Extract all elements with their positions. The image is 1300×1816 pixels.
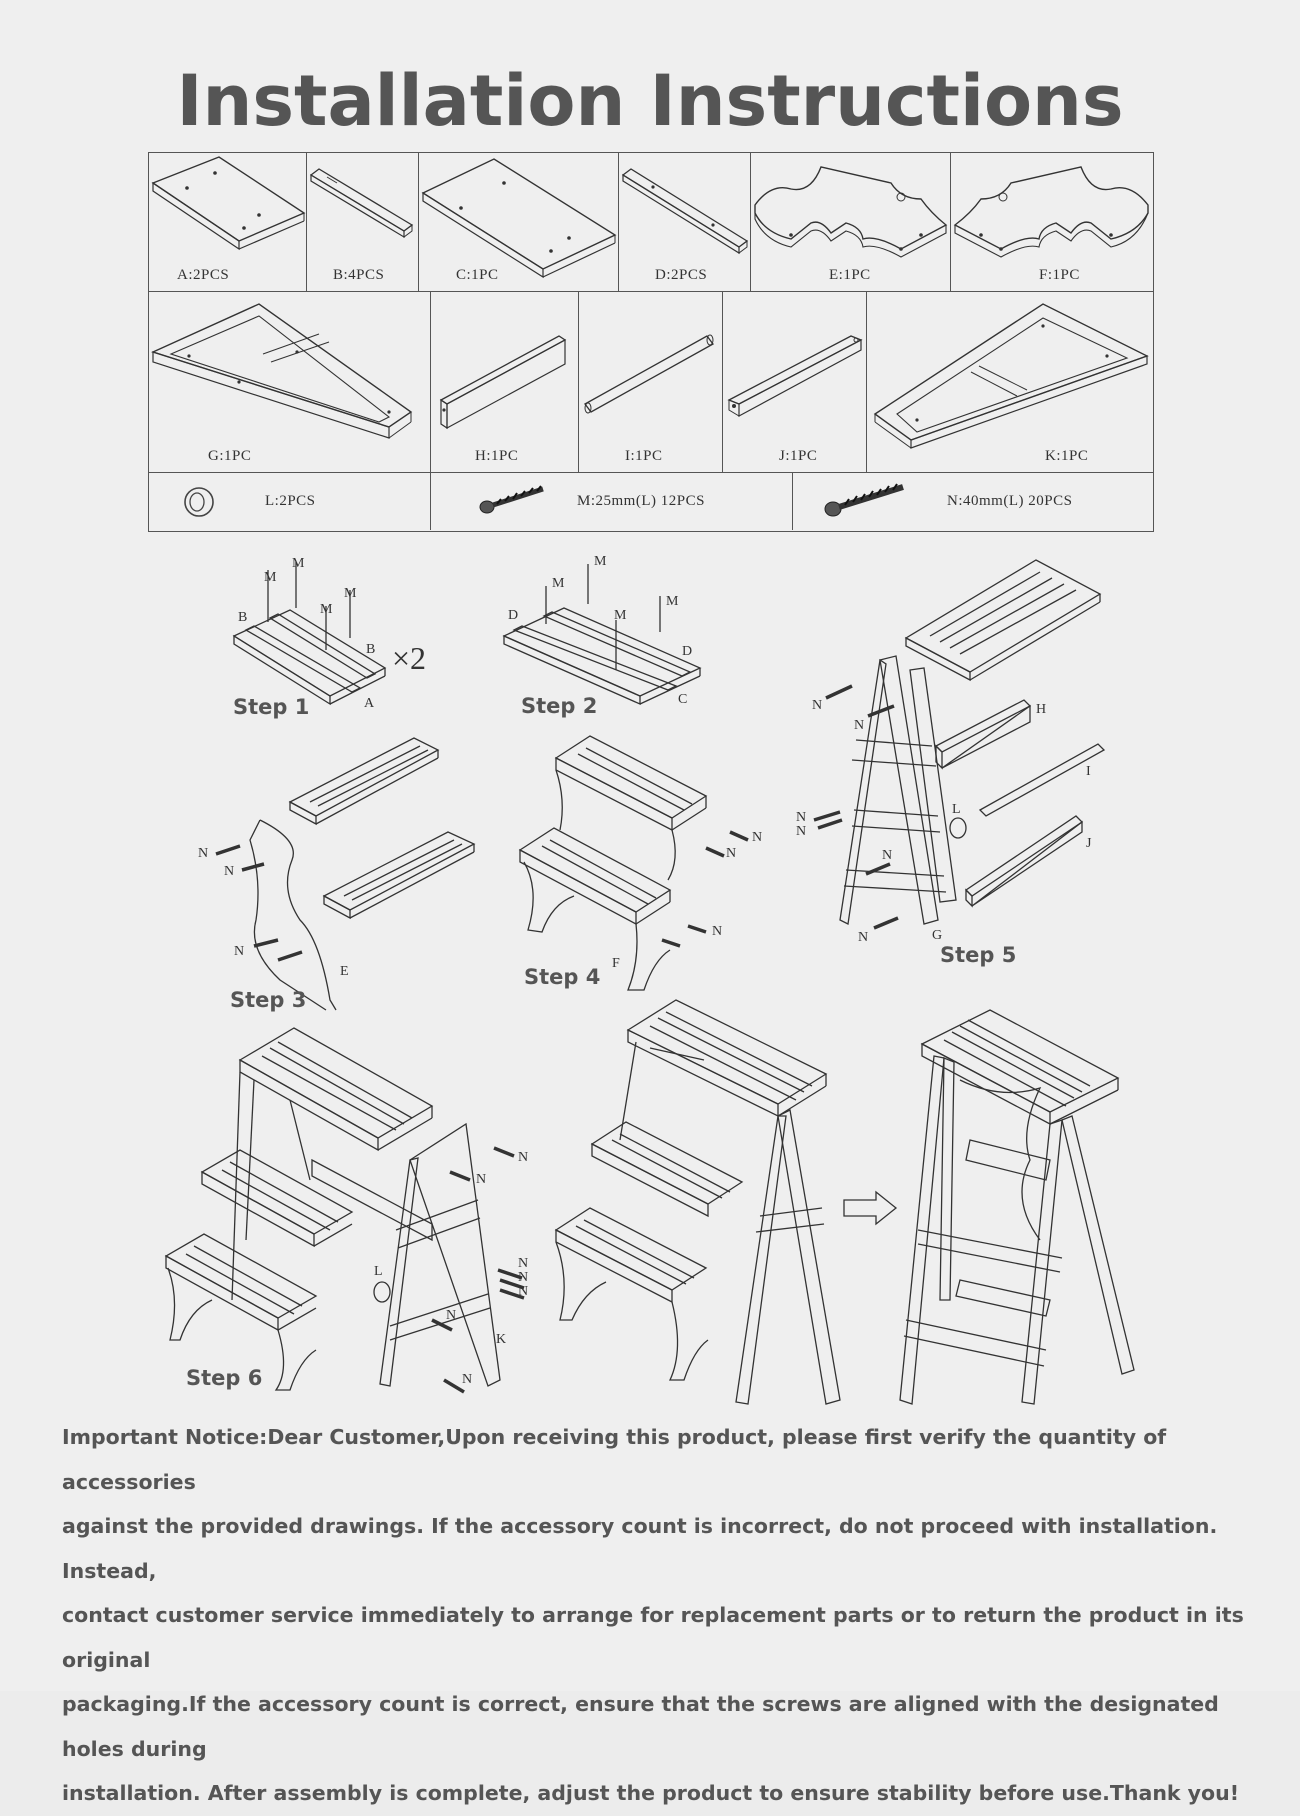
part-b-label: B:4PCS	[333, 267, 385, 283]
label-m: M	[264, 570, 277, 585]
folded-stool-drawing	[900, 1010, 1134, 1404]
label-n: N	[518, 1150, 529, 1165]
notice-line-5: installation. After assembly is complete, adjust the product to ensure stability before use.Thank you!	[62, 1781, 1240, 1805]
assembled-stool-drawing	[556, 1000, 840, 1404]
part-cell-e	[751, 153, 951, 292]
label-n: N	[476, 1172, 487, 1187]
part-cell-k	[867, 292, 1153, 473]
part-k-drawing	[867, 292, 1153, 473]
part-e-label: E:1PC	[829, 267, 871, 283]
hardware-n-label: N:40mm(L) 20PCS	[947, 493, 1073, 509]
label-f: F	[612, 956, 620, 971]
label-n: N	[518, 1270, 529, 1285]
step1-drawing	[234, 562, 385, 704]
part-j-label: J:1PC	[779, 448, 818, 464]
label-n: N	[712, 924, 723, 939]
part-c-drawing	[419, 153, 619, 292]
label-i: I	[1086, 764, 1091, 779]
label-n: N	[198, 846, 209, 861]
hardware-l-label: L:2PCS	[265, 493, 316, 509]
part-h-drawing	[431, 292, 579, 473]
label-c: C	[678, 692, 688, 707]
part-f-label: F:1PC	[1039, 267, 1080, 283]
step-6-label: Step 6	[186, 1366, 263, 1390]
part-g-label: G:1PC	[208, 448, 252, 464]
notice-line-3: contact customer service immediately to arrange for replacement parts or to return the product in its original	[62, 1603, 1244, 1672]
label-n: N	[854, 718, 865, 733]
label-d: D	[682, 644, 693, 659]
part-cell-f	[951, 153, 1153, 292]
label-m: M	[292, 556, 305, 571]
assembly-steps	[0, 540, 1300, 1410]
part-i-label: I:1PC	[625, 448, 663, 464]
part-g-drawing	[149, 292, 431, 473]
hardware-m-label: M:25mm(L) 12PCS	[577, 493, 705, 509]
parts-table	[148, 152, 1154, 532]
part-c-label: C:1PC	[456, 267, 499, 283]
label-j: J	[1086, 836, 1092, 851]
part-cell-c	[419, 153, 619, 292]
label-g: G	[932, 928, 943, 943]
label-h: H	[1036, 702, 1047, 717]
step-1-label: Step 1	[233, 695, 310, 719]
part-j-drawing	[723, 292, 867, 473]
important-notice	[62, 1415, 1272, 1816]
part-cell-d	[619, 153, 751, 292]
label-n: N	[518, 1256, 529, 1271]
label-n: N	[796, 810, 807, 825]
screws-drawing	[216, 686, 898, 1392]
page-title: Installation Instructions	[176, 60, 1124, 142]
label-d: D	[508, 608, 519, 623]
part-h-label: H:1PC	[475, 448, 519, 464]
label-n: N	[462, 1372, 473, 1387]
hardware-cell-n	[793, 473, 1153, 530]
label-l: L	[374, 1264, 383, 1279]
label-b: B	[238, 610, 248, 625]
part-cell-a	[149, 153, 307, 292]
step-4-label: Step 4	[524, 965, 601, 989]
label-k: K	[496, 1332, 507, 1347]
label-n: N	[234, 944, 245, 959]
label-a: A	[364, 696, 375, 711]
label-n: N	[224, 864, 235, 879]
hardware-cell-m	[431, 473, 793, 530]
step-3-label: Step 3	[230, 988, 307, 1012]
label-e: E	[340, 964, 349, 979]
label-n: N	[812, 698, 823, 713]
part-cell-g	[149, 292, 431, 473]
notice-line-1: Important Notice:Dear Customer,Upon receiving this product, please first verify the quantity of accessories	[62, 1425, 1167, 1494]
label-m: M	[552, 576, 565, 591]
step4-drawing	[520, 736, 706, 990]
step6-drawing	[166, 1028, 500, 1390]
label-n: N	[518, 1284, 529, 1299]
step-2-label: Step 2	[521, 694, 598, 718]
part-k-label: K:1PC	[1045, 448, 1089, 464]
part-cell-h	[431, 292, 579, 473]
label-n: N	[858, 930, 869, 945]
label-m: M	[594, 554, 607, 569]
label-l: L	[952, 802, 961, 817]
arrow-icon	[844, 1192, 896, 1224]
label-b: B	[366, 642, 376, 657]
label-m: M	[320, 602, 333, 617]
part-i-drawing	[579, 292, 723, 473]
part-cell-i	[579, 292, 723, 473]
label-n: N	[796, 824, 807, 839]
notice-line-4: packaging.If the accessory count is correct, ensure that the screws are aligned with the designated holes during	[62, 1692, 1219, 1761]
label-n: N	[726, 846, 737, 861]
label-n: N	[752, 830, 763, 845]
step2-drawing	[504, 564, 700, 704]
notice-line-2: against the provided drawings. If the accessory count is incorrect, do not proceed with installation. Instead,	[62, 1514, 1218, 1583]
part-cell-b	[307, 153, 419, 292]
label-n: N	[446, 1308, 457, 1323]
part-cell-j	[723, 292, 867, 473]
part-a-label: A:2PCS	[177, 267, 230, 283]
times-two-label: ×2	[392, 640, 427, 676]
label-m: M	[614, 608, 627, 623]
step-5-label: Step 5	[940, 943, 1017, 967]
steps-drawing	[0, 540, 1300, 1410]
label-m: M	[666, 594, 679, 609]
label-m: M	[344, 586, 357, 601]
label-n: N	[882, 848, 893, 863]
part-d-label: D:2PCS	[655, 267, 708, 283]
hardware-cell-l	[149, 473, 431, 530]
step3-drawing	[250, 738, 474, 1010]
